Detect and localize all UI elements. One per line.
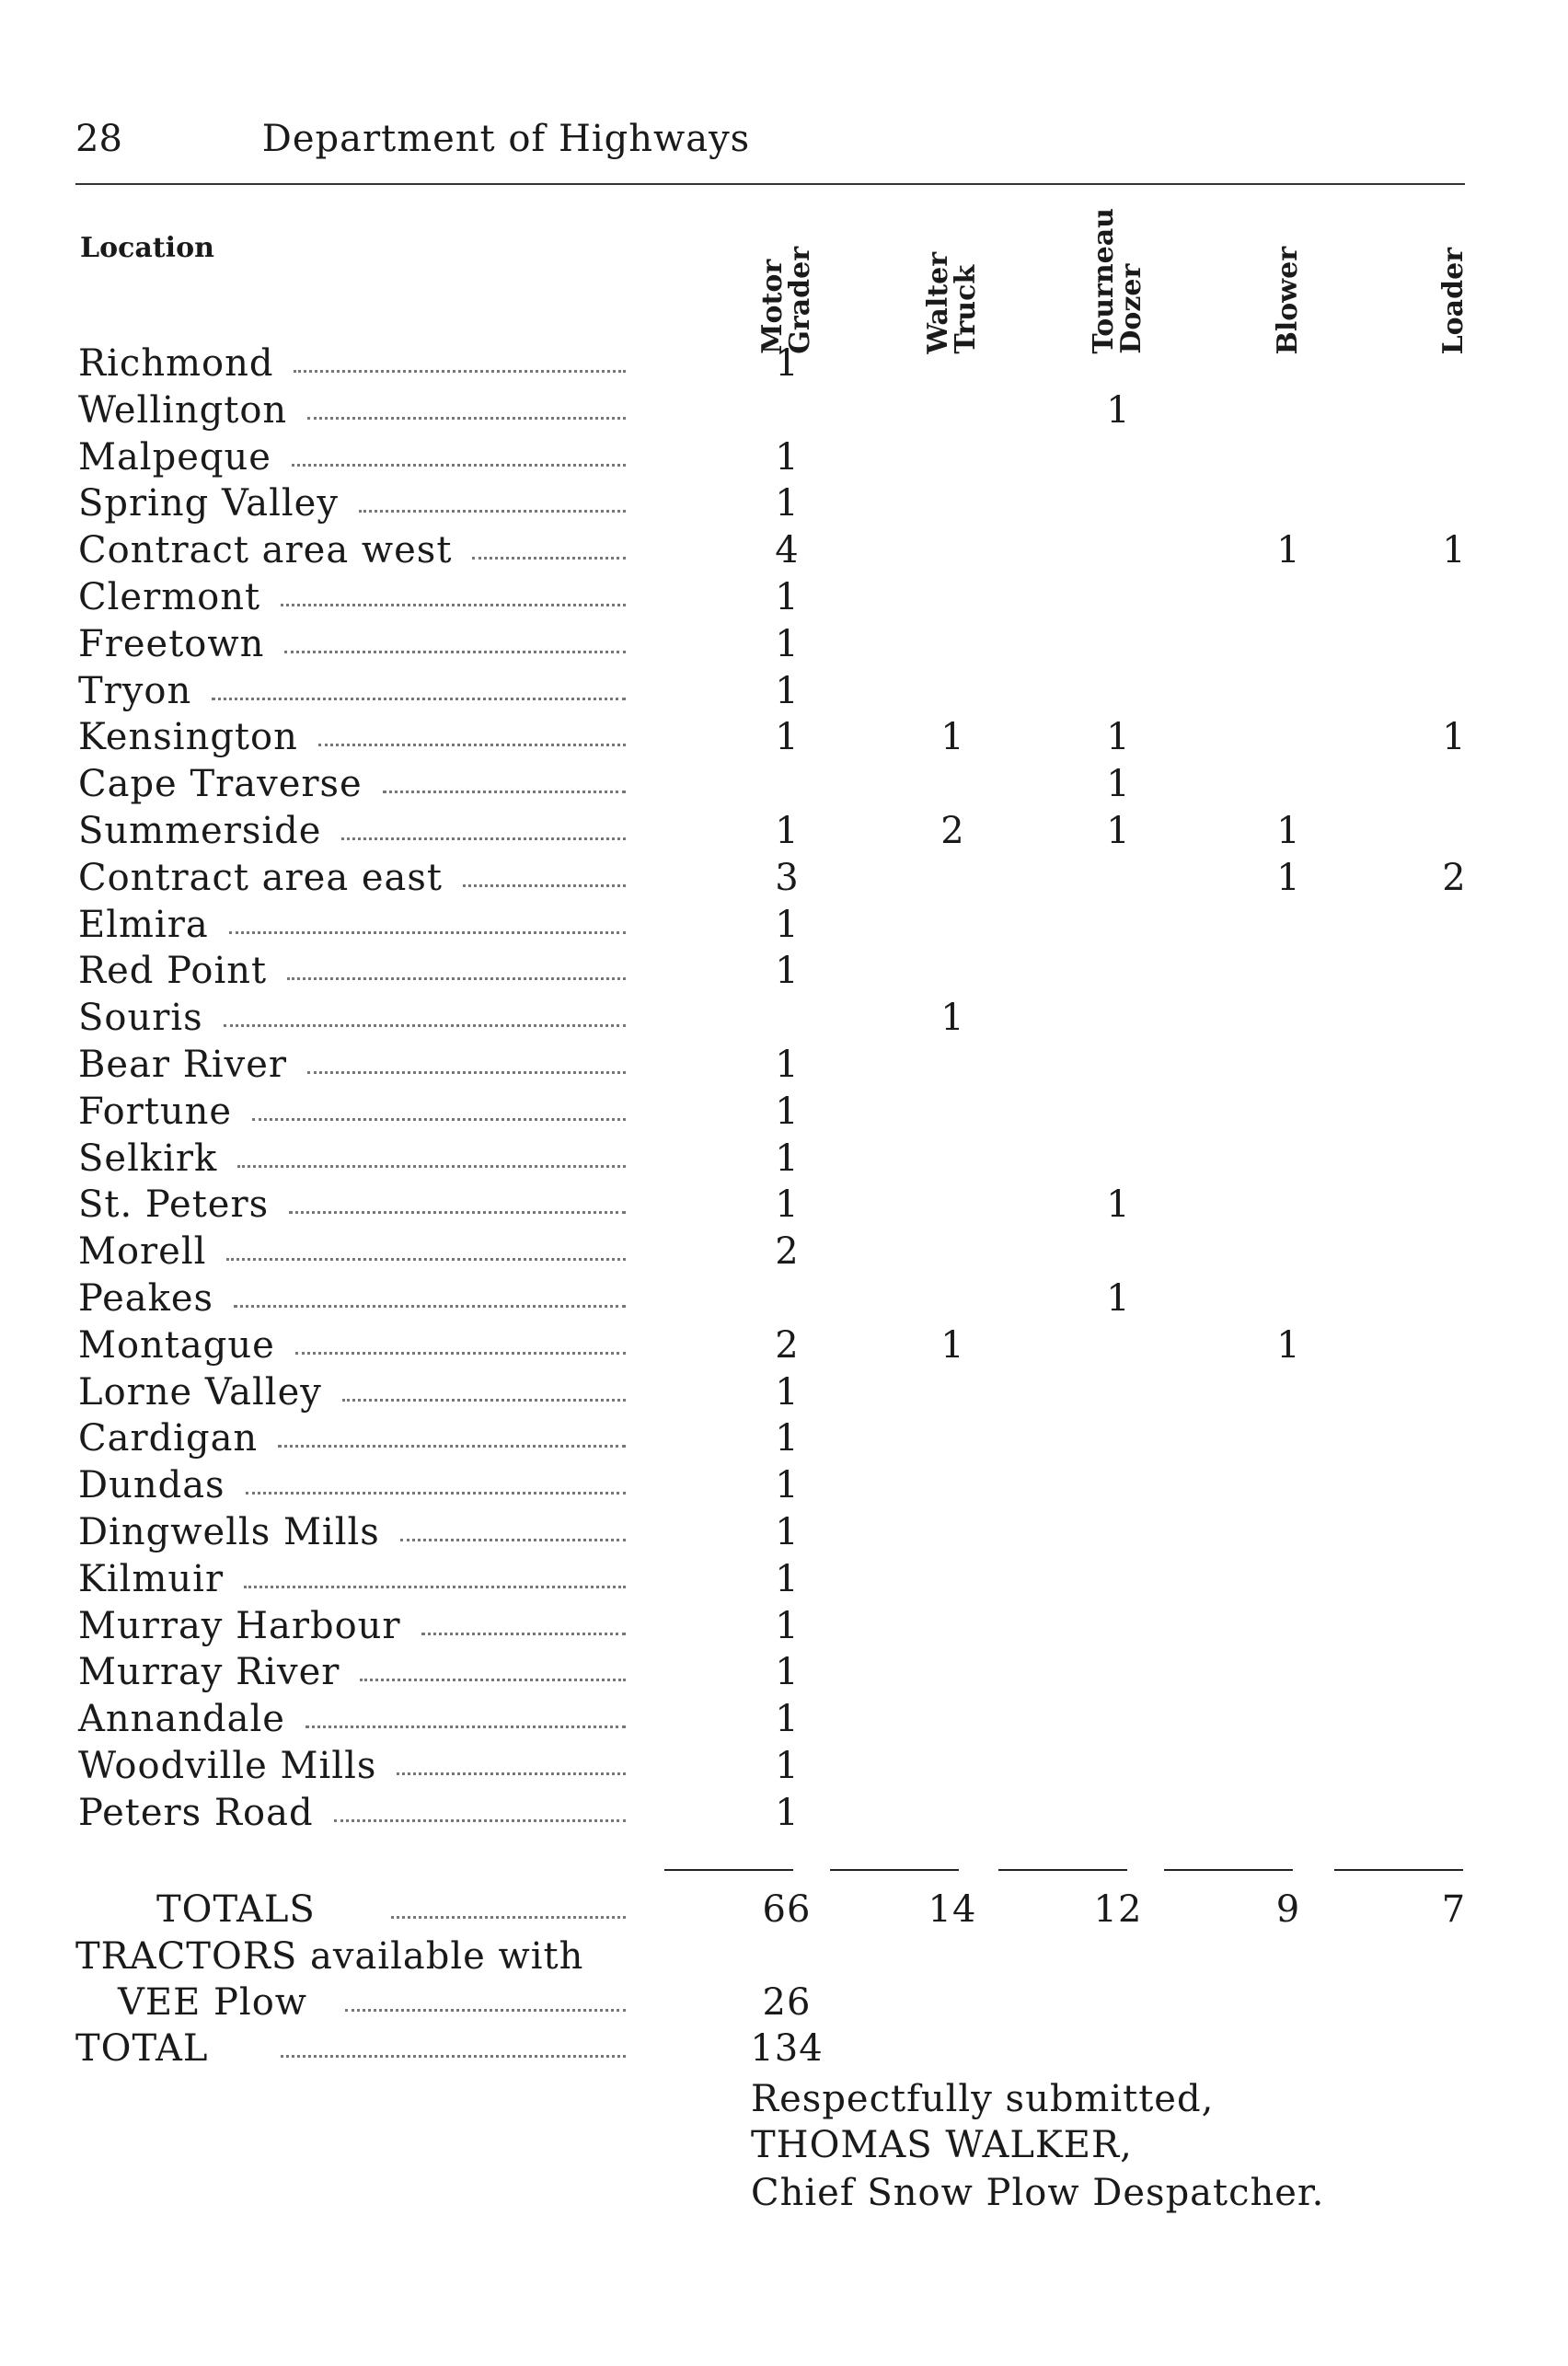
- count-walter-truck: 1: [940, 716, 964, 759]
- location-name: Summerside: [78, 809, 322, 852]
- column-header-line: Grader: [784, 247, 816, 354]
- count-tourneau-dozer: 1: [1106, 1276, 1130, 1320]
- column-header-line: Dozer: [1115, 264, 1147, 354]
- leader-dots: [246, 1492, 626, 1495]
- leader-dots: [237, 1165, 626, 1168]
- sum-rule: [998, 1869, 1127, 1871]
- location-name: Woodville Mills: [78, 1744, 377, 1787]
- count-motor-grader: 1: [775, 809, 799, 852]
- count-motor-grader: 2: [775, 1230, 799, 1274]
- leader-dots: [295, 1352, 626, 1355]
- location-name: Bear River: [78, 1043, 288, 1086]
- table-row: [0, 1651, 1568, 1698]
- column-header-walter-truck: [906, 207, 998, 354]
- location-name: Red Point: [78, 950, 268, 993]
- grand-total-label: TOTAL: [75, 2027, 209, 2070]
- leader-dots: [341, 837, 626, 840]
- total-loader: 7: [1441, 1888, 1467, 1931]
- location-name: Murray River: [78, 1651, 340, 1694]
- signature-name: THOMAS WALKER,: [751, 2124, 1133, 2166]
- leader-dots: [400, 1539, 626, 1541]
- leader-dots: [421, 1633, 626, 1635]
- sum-rule: [1164, 1869, 1293, 1871]
- table-row: [0, 1464, 1568, 1511]
- table-row: [0, 482, 1568, 529]
- count-motor-grader: 1: [775, 1464, 799, 1507]
- sum-rule: [664, 1869, 793, 1871]
- signature-closing: Respectfully submitted,: [751, 2078, 1215, 2120]
- table-row: [0, 623, 1568, 670]
- table-row: [0, 1091, 1568, 1137]
- location-name: Dingwells Mills: [78, 1510, 380, 1553]
- location-name: Malpeque: [78, 435, 271, 479]
- location-name: Elmira: [78, 903, 209, 946]
- location-name: Tryon: [78, 669, 192, 712]
- leader-dots: [252, 1118, 626, 1121]
- count-motor-grader: 1: [775, 1791, 799, 1834]
- leader-dots: [287, 977, 626, 980]
- leader-dots: [463, 884, 626, 887]
- leader-dots: [359, 510, 626, 513]
- count-motor-grader: 1: [775, 1651, 799, 1694]
- location-name: Kilmuir: [78, 1557, 225, 1600]
- location-name: Peakes: [78, 1276, 214, 1320]
- table-row: [0, 1417, 1568, 1464]
- count-tourneau-dozer: 1: [1106, 763, 1130, 806]
- leader-dots: [212, 698, 626, 700]
- table-row: [0, 904, 1568, 951]
- leader-dots: [397, 1772, 626, 1775]
- table-row: [0, 1277, 1568, 1324]
- leader-dots: [281, 604, 626, 606]
- location-name: Dundas: [78, 1464, 225, 1507]
- column-header-blower: [1242, 207, 1334, 354]
- location-column-header: Location: [80, 232, 214, 264]
- location-name: Cape Traverse: [78, 763, 363, 806]
- tractors-value: 26: [762, 1981, 812, 2024]
- location-name: Richmond: [78, 342, 274, 385]
- table-row: [0, 1605, 1568, 1652]
- count-tourneau-dozer: 1: [1106, 1183, 1130, 1227]
- header-rule: [75, 183, 1465, 185]
- leader-dots: [307, 417, 626, 420]
- count-loader: 1: [1442, 529, 1466, 572]
- leader-dots: [334, 1819, 626, 1822]
- location-name: Contract area west: [78, 529, 453, 572]
- leader-dots: [306, 1725, 626, 1728]
- table-row: [0, 857, 1568, 904]
- location-name: Clermont: [78, 575, 261, 618]
- column-header-line: Blower: [1272, 246, 1304, 354]
- count-motor-grader: 1: [775, 575, 799, 618]
- table-row: [0, 1698, 1568, 1745]
- table-row: [0, 436, 1568, 483]
- column-header-line: Motor: [756, 260, 789, 354]
- count-loader: 2: [1442, 856, 1466, 899]
- count-motor-grader: 1: [775, 622, 799, 665]
- count-motor-grader: 1: [775, 1604, 799, 1647]
- table-row: [0, 1792, 1568, 1839]
- leader-dots: [360, 1679, 626, 1681]
- location-name: Annandale: [78, 1698, 285, 1741]
- count-motor-grader: 1: [775, 1698, 799, 1741]
- location-name: Fortune: [78, 1090, 233, 1133]
- count-blower: 1: [1276, 529, 1300, 572]
- count-walter-truck: 1: [940, 997, 964, 1040]
- column-header-line: Loader: [1437, 247, 1470, 354]
- count-motor-grader: 1: [775, 716, 799, 759]
- count-motor-grader: 1: [775, 342, 799, 385]
- count-motor-grader: 1: [775, 669, 799, 712]
- count-tourneau-dozer: 1: [1106, 388, 1130, 432]
- count-motor-grader: 1: [775, 1137, 799, 1180]
- column-header-line: Tourneau: [1088, 208, 1120, 354]
- page-number: 28: [75, 118, 122, 160]
- column-header-tourneau-dozer: [1072, 207, 1164, 354]
- leader-dots: [383, 791, 626, 793]
- leader-dots: [226, 1258, 626, 1261]
- table-row: [0, 1371, 1568, 1418]
- count-motor-grader: 1: [775, 482, 799, 525]
- count-tourneau-dozer: 1: [1106, 716, 1130, 759]
- location-name: Kensington: [78, 716, 298, 759]
- table-row: [0, 716, 1568, 763]
- location-name: Murray Harbour: [78, 1604, 401, 1647]
- location-name: Contract area east: [78, 856, 444, 899]
- total-walter-truck: 14: [928, 1888, 977, 1931]
- grand-total-value: 134: [750, 2027, 824, 2070]
- table-row: [0, 576, 1568, 623]
- tractors-label-line2: VEE Plow: [118, 1981, 308, 2024]
- location-name: Wellington: [78, 388, 288, 432]
- running-head: Department of Highways: [261, 118, 751, 160]
- column-header-loader: [1408, 207, 1500, 354]
- count-motor-grader: 1: [775, 1370, 799, 1414]
- table-row: [0, 1230, 1568, 1277]
- count-motor-grader: 1: [775, 1510, 799, 1553]
- count-blower: 1: [1276, 856, 1300, 899]
- table-row: [0, 342, 1568, 389]
- table-row: [0, 529, 1568, 576]
- count-motor-grader: 1: [775, 435, 799, 479]
- leader-dots: [294, 370, 626, 373]
- count-motor-grader: 1: [775, 1557, 799, 1600]
- signature-title: Chief Snow Plow Despatcher.: [751, 2172, 1325, 2214]
- total-blower: 9: [1275, 1888, 1301, 1931]
- table-row: [0, 1558, 1568, 1605]
- location-name: Peters Road: [78, 1791, 314, 1834]
- location-name: Freetown: [78, 622, 265, 665]
- sum-rule: [1334, 1869, 1463, 1871]
- table-row: [0, 389, 1568, 436]
- equipment-table-body: [0, 342, 1568, 1839]
- count-motor-grader: 1: [775, 1417, 799, 1460]
- count-blower: 1: [1276, 1323, 1300, 1367]
- leader-dots: [234, 1305, 626, 1308]
- location-name: Montague: [78, 1323, 275, 1367]
- location-name: Cardigan: [78, 1417, 259, 1460]
- table-row: [0, 1183, 1568, 1230]
- leader-dots: [307, 1071, 626, 1074]
- table-row: [0, 670, 1568, 717]
- leader-dots: [472, 557, 626, 560]
- location-name: Lorne Valley: [78, 1370, 322, 1414]
- total-motor-grader: 66: [762, 1888, 812, 1931]
- leader-dots: [292, 464, 626, 467]
- leader-dots: [284, 651, 626, 653]
- table-row: [0, 1511, 1568, 1558]
- leader-dots: [391, 1916, 626, 1919]
- table-row: [0, 1137, 1568, 1184]
- table-row: [0, 950, 1568, 997]
- count-walter-truck: 2: [940, 809, 964, 852]
- leader-dots: [224, 1024, 626, 1027]
- table-row: [0, 1745, 1568, 1792]
- count-walter-truck: 1: [940, 1323, 964, 1367]
- leader-dots: [345, 2009, 626, 2012]
- count-motor-grader: 1: [775, 1744, 799, 1787]
- location-name: Morell: [78, 1230, 207, 1274]
- sum-rule: [830, 1869, 959, 1871]
- table-row: [0, 1044, 1568, 1091]
- table-row: [0, 997, 1568, 1044]
- location-name: Souris: [78, 997, 203, 1040]
- count-loader: 1: [1442, 716, 1466, 759]
- count-motor-grader: 2: [775, 1323, 799, 1367]
- count-motor-grader: 4: [775, 529, 799, 572]
- leader-dots: [342, 1399, 626, 1402]
- column-header-line: Walter: [922, 252, 954, 354]
- table-row: [0, 763, 1568, 810]
- location-name: Spring Valley: [78, 482, 339, 525]
- count-tourneau-dozer: 1: [1106, 809, 1130, 852]
- count-motor-grader: 3: [775, 856, 799, 899]
- count-blower: 1: [1276, 809, 1300, 852]
- table-row: [0, 810, 1568, 857]
- location-name: St. Peters: [78, 1183, 270, 1227]
- column-header-line: Truck: [950, 265, 982, 354]
- count-motor-grader: 1: [775, 1043, 799, 1086]
- leader-dots: [229, 931, 626, 934]
- tractors-label-line1: TRACTORS available with: [75, 1935, 584, 1978]
- leader-dots: [281, 2055, 626, 2058]
- location-name: Selkirk: [78, 1137, 218, 1180]
- leader-dots: [289, 1211, 626, 1214]
- column-header-motor-grader: [741, 207, 833, 354]
- totals-label: TOTALS: [156, 1888, 316, 1931]
- leader-dots: [318, 744, 626, 746]
- count-motor-grader: 1: [775, 903, 799, 946]
- count-motor-grader: 1: [775, 1183, 799, 1227]
- leader-dots: [278, 1445, 626, 1448]
- leader-dots: [244, 1586, 626, 1588]
- count-motor-grader: 1: [775, 950, 799, 993]
- total-tourneau-dozer: 12: [1093, 1888, 1143, 1931]
- count-motor-grader: 1: [775, 1090, 799, 1133]
- table-row: [0, 1324, 1568, 1371]
